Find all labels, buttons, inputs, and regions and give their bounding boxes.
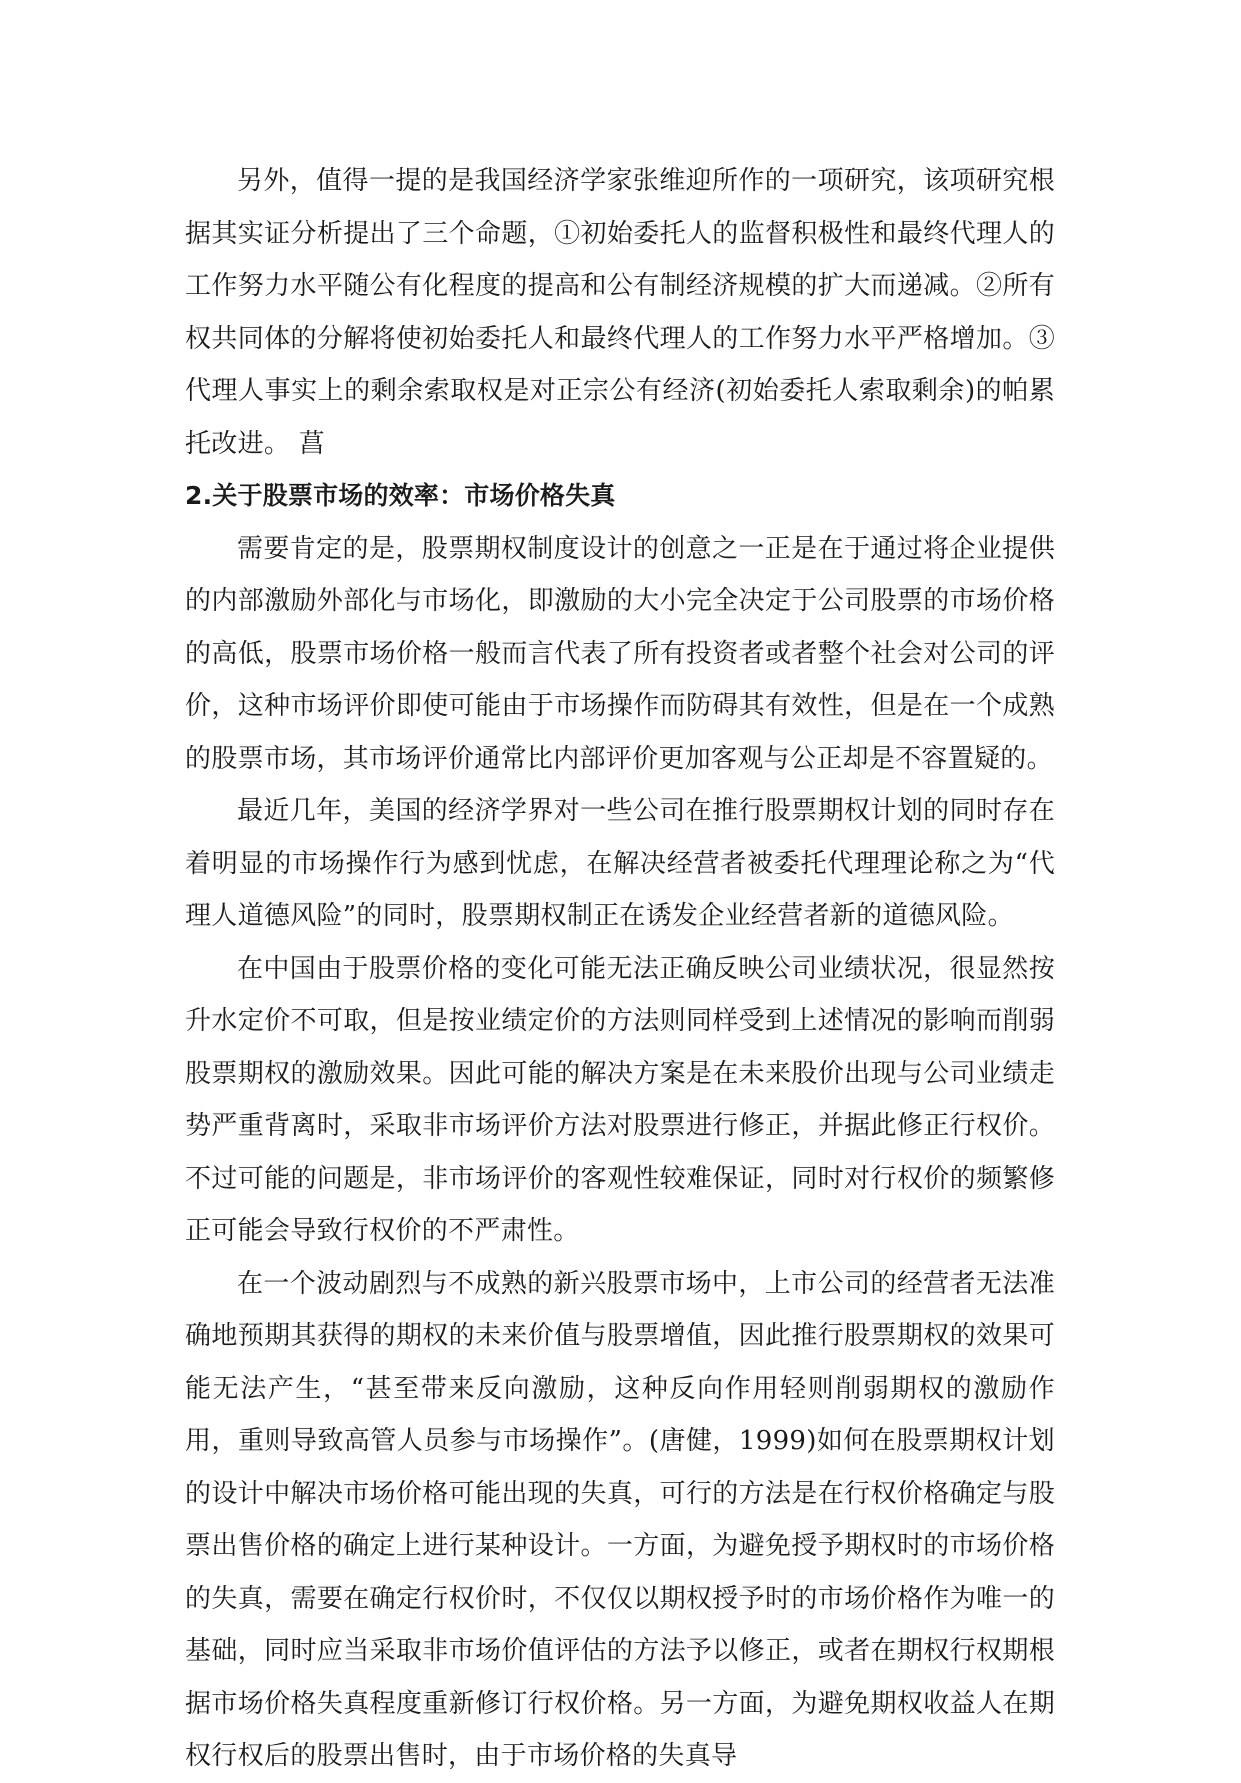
paragraph-emerging-market: 在一个波动剧烈与不成熟的新兴股票市场中，上市公司的经营者无法准确地预期其获得的期权的未来价值与股票增值，因此推行股票期权的效果可能无法产生，“甚至带来反向激励，这种反向作用轻则削弱期权的激励作用，重则导致高管人员参与市场操作”。(唐健，1999)如何在股票期权计划的设计中解决市场价格可能出现的失真，可行的方法是在行权价格确定与股票出售价格的确定上进行某种设计。一方面，为避免授予期权时的市场价格的失真，需要在确定行权价时，不仅仅以期权授予时的市场价格作为唯一的基础，同时应当采取非市场价值评估的方法予以修正，或者在期权行权期根据市场价格失真程度重新修订行权价格。另一方面，为避免期权收益人在期权行权后的股票出售时，由于市场价格的失真导 — [185, 1268, 1055, 1771]
section-heading: 2.关于股票市场的效率：市场价格失真 — [185, 481, 616, 510]
paragraph-research-propositions: 另外，值得一提的是我国经济学家张维迎所作的一项研究，该项研究根据其实证分析提出了三个命题，①初始委托人的监督积极性和最终代理人的工作努力水平随公有化程度的提高和公有制经济规模的扩大而递减。②所有权共同体的分解将使初始委托人和最终代理人的工作努力水平严格增加。③代理人事实上的剩余索取权是对正宗公有经济(初始委托人索取剩余)的帕累托改进。 菖 — [185, 166, 1055, 459]
paragraph-market-valuation: 需要肯定的是，股票期权制度设计的创意之一正是在于通过将企业提供的内部激励外部化与市场化，即激励的大小完全决定于公司股票的市场价格的高低，股票市场价格一般而言代表了所有投资者或者整个社会对公司的评价，这种市场评价即使可能由于市场操作而防碍其有效性，但是在一个成熟的股票市场，其市场评价通常比内部评价更加客观与公正却是不容置疑的。 — [185, 533, 1055, 774]
paragraph-china-pricing: 在中国由于股票价格的变化可能无法正确反映公司业绩状况，很显然按升水定价不可取，但是按业绩定价的方法则同样受到上述情况的影响而削弱股票期权的激励效果。因此可能的解决方案是在未来股价出现与公司业绩走势严重背离时，采取非市场评价方法对股票进行修正，并据此修正行权价。不过可能的问题是，非市场评价的客观性较难保证，同时对行权价的频繁修正可能会导致行权价的不严肃性。 — [185, 953, 1055, 1246]
paragraph-us-economists: 最近几年，美国的经济学界对一些公司在推行股票期权计划的同时存在着明显的市场操作行为感到忧虑，在解决经营者被委托代理理论称之为“代理人道德风险”的同时，股票期权制正在诱发企业经营者新的道德风险。 — [185, 796, 1055, 931]
document-body — [185, 155, 1055, 1783]
